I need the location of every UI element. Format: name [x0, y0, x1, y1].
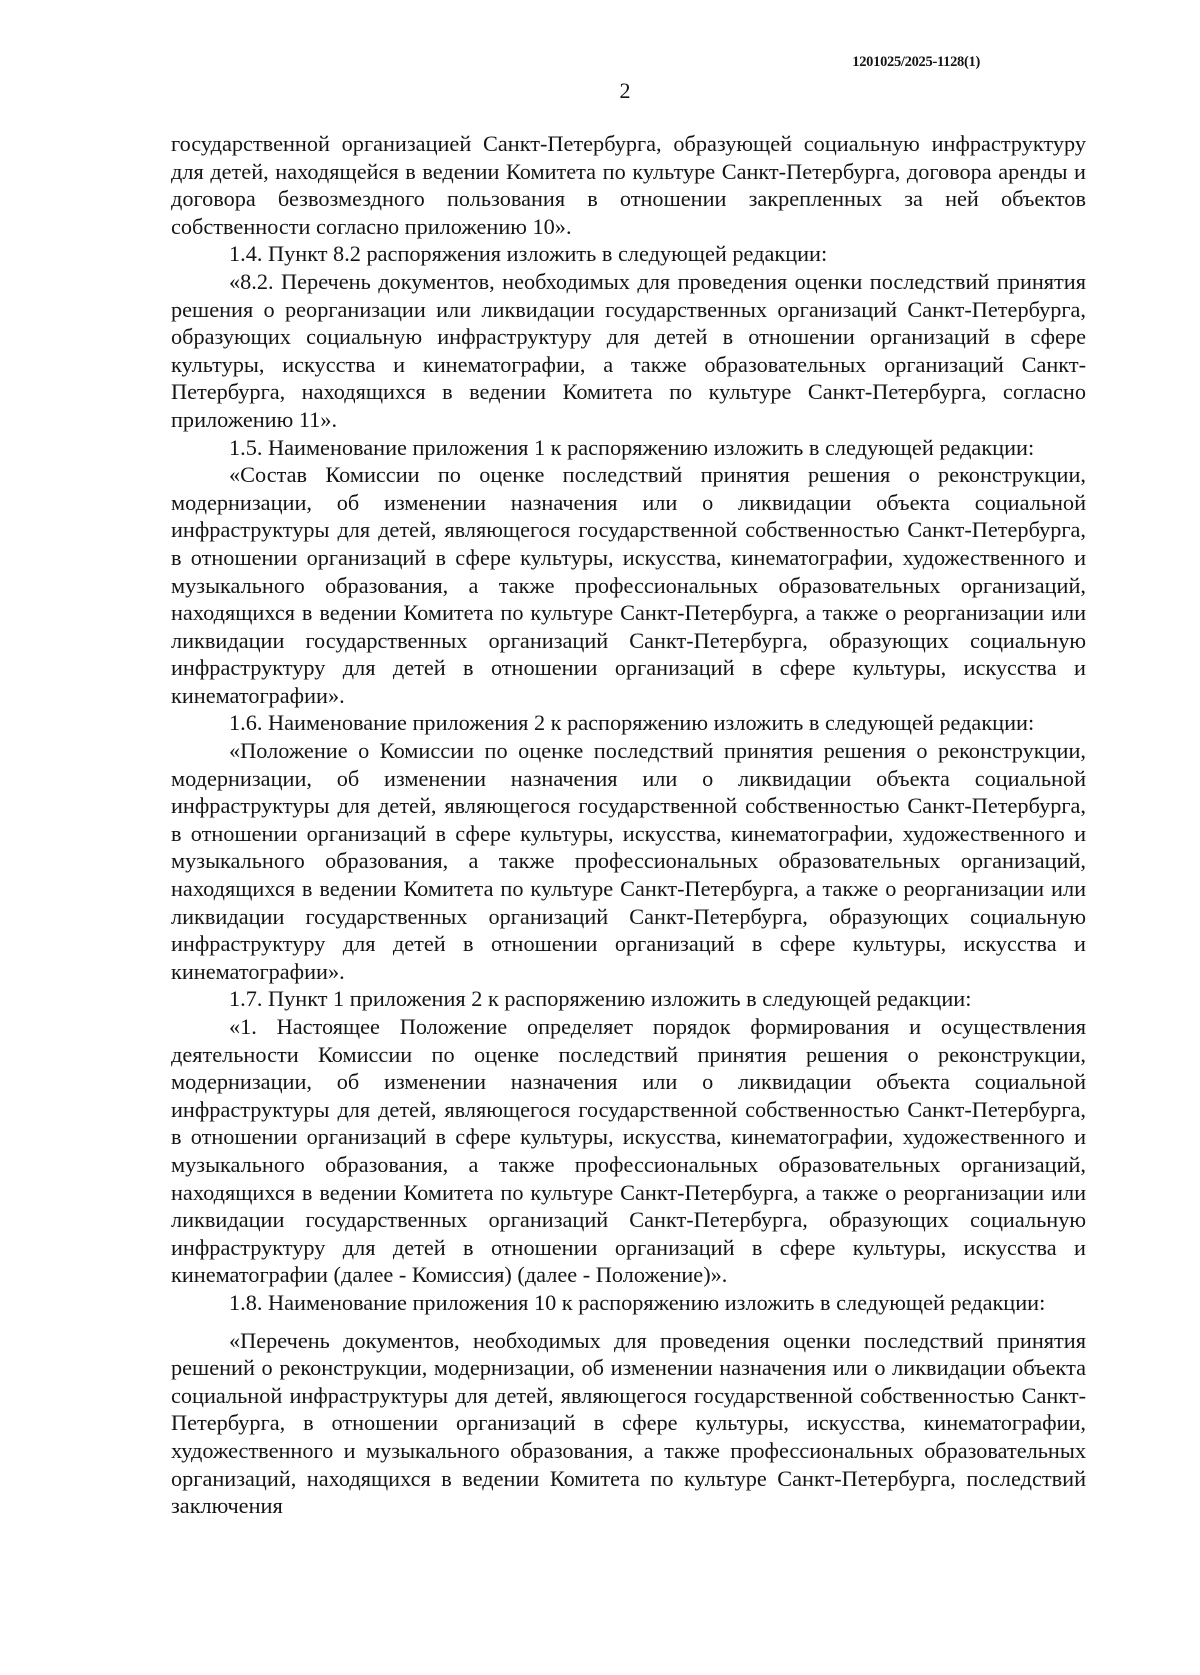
paragraph-item-1-8: 1.8. Наименование приложения 10 к распоряжению изложить в следующей редакции: [229, 1289, 1046, 1315]
paragraph-quote-appendix-2-point-1: «1. Настоящее Положение определяет порядок формирования и осуществления деятельности Комиссии по оценке последствий принятия решения о реконструкции, модернизации, об изменении назначения или о ликвидации объекта социальной инфраструктуры для детей, являющегося государственной собственностью Санкт-Петербурга, в отношении организаций в сфере культуры, искусства, кинематографии, художественного и музыкального образования, а также профессиональных образовательных организаций, находящихся в ведении Комитета по культуре Санкт-Петербурга, а также о реорганизации или ликвидации государственных организаций Санкт-Петербурга, образующих социальную инфраструктуру для детей в отношении организаций в сфере культуры, искусства и кинематографии (далее - Комиссия) (далее - Положение)». [171, 1014, 1086, 1288]
page-number: 2 [619, 78, 631, 103]
paragraph-item-1-5: 1.5. Наименование приложения 1 к распоряжению изложить в следующей редакции: [229, 434, 1035, 460]
paragraph-quote-appendix-2-title: «Положение о Комиссии по оценке последствий принятия решения о реконструкции, модернизации, об изменении назначения или о ликвидации объекта социальной инфраструктуры для детей, являющегося государственной собственностью Санкт-Петербурга, в отношении организаций в сфере культуры, искусства, кинематографии, художественного и музыкального образования, а также профессиональных образовательных организаций, находящихся в ведении Комитета по культуре Санкт-Петербурга, а также о реорганизации или ликвидации государственных организаций Санкт-Петербурга, образующих социальную инфраструктуру для детей в отношении организаций в сфере культуры, искусства и кинематографии». [171, 738, 1086, 984]
document-body [171, 130, 1086, 1520]
document-registration-number: 1201025/2025-1128(1) [852, 54, 980, 70]
paragraph-quote-appendix-1-title: «Состав Комиссии по оценке последствий принятия решения о реконструкции, модернизации, об изменении назначения или о ликвидации объекта социальной инфраструктуры для детей, являющегося государственной собственностью Санкт-Петербурга, в отношении организаций в сфере культуры, искусства, кинематографии, художественного и музыкального образования, а также профессиональных образовательных организаций, находящихся в ведении Комитета по культуре Санкт-Петербурга, а также о реорганизации или ликвидации государственных организаций Санкт-Петербурга, образующих социальную инфраструктуру для детей в отношении организаций в сфере культуры, искусства и кинематографии». [171, 462, 1086, 708]
paragraph-quote-8-2: «8.2. Перечень документов, необходимых для проведения оценки последствий принятия решения о реорганизации или ликвидации государственных организаций Санкт-Петербурга, образующих социальную инфраструктуру для детей в отношении организаций в сфере культуры, искусства и кинематографии, а также образовательных организаций Санкт-Петербурга, находящихся в ведении Комитета по культуре Санкт-Петербурга, согласно приложению 11». [171, 268, 1086, 432]
paragraph-item-1-7: 1.7. Пункт 1 приложения 2 к распоряжению изложить в следующей редакции: [229, 986, 972, 1012]
paragraph-item-1-4: 1.4. Пункт 8.2 распоряжения изложить в следующей редакции: [229, 241, 828, 267]
paragraph-item-1-6: 1.6. Наименование приложения 2 к распоряжению изложить в следующей редакции: [229, 710, 1035, 736]
paragraph-quote-appendix-10-title: «Перечень документов, необходимых для проведения оценки последствий принятия решений о реконструкции, модернизации, об изменении назначения или о ликвидации объекта социальной инфраструктуры для детей, являющегося государственной собственностью Санкт-Петербурга, в отношении организаций в сфере культуры, искусства, кинематографии, художественного и музыкального образования, а также профессиональных образовательных организаций, находящихся в ведении Комитета по культуре Санкт-Петербурга, последствий заключения [171, 1327, 1086, 1519]
paragraph-continuation: государственной организацией Санкт-Петербурга, образующей социальную инфраструктуру для детей, находящейся в ведении Комитета по культуре Санкт-Петербурга, договора аренды и договора безвозмездного пользования в отношении закрепленных за ней объектов собственности согласно приложению 10». [171, 131, 1086, 239]
